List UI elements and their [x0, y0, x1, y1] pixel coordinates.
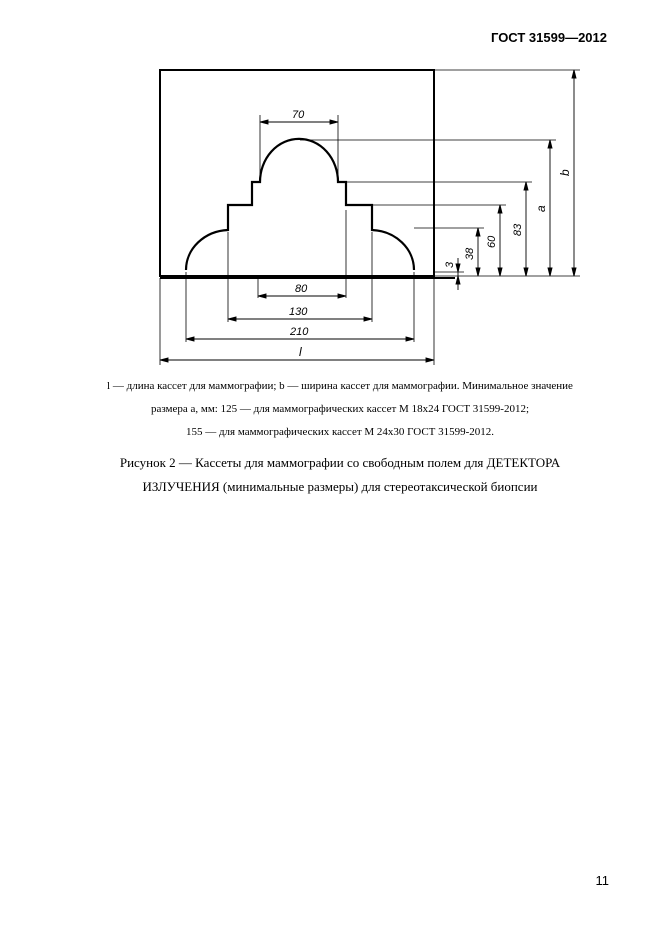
- dim-label-210: 210: [290, 326, 309, 338]
- dim-label-a: a: [534, 205, 548, 212]
- dim-label-38: 38: [464, 247, 476, 260]
- figure-title-line: Рисунок 2 — Кассеты для маммографии со свободным полем для ДЕТЕКТОРА: [119, 455, 561, 470]
- note-line: размера a, мм: 125 — для маммографических кассет М 18х24 ГОСТ 31599-2012;: [150, 403, 530, 415]
- dim-label-60: 60: [486, 235, 498, 248]
- dim-label-b: b: [558, 169, 572, 176]
- free-field-profile: [186, 139, 414, 270]
- figure-title: [60, 451, 620, 499]
- page-number: 11: [595, 873, 609, 888]
- note-line: 155 — для маммографических кассет М 24х30 ГОСТ 31599-2012.: [185, 426, 495, 438]
- note-line: l — длина кассет для маммографии; b — ширина кассет для маммографии. Минимальное значение: [107, 380, 573, 392]
- dim-label-70: 70: [292, 109, 305, 121]
- dim-label-80: 80: [295, 283, 308, 295]
- document-standard-header: ГОСТ 31599—2012: [491, 30, 607, 45]
- dim-label-l: l: [299, 345, 302, 359]
- dim-label-130: 130: [289, 306, 308, 318]
- dim-label-83: 83: [512, 223, 524, 236]
- cassette-outline: [160, 70, 434, 276]
- figure-note: [60, 375, 620, 444]
- cassette-drawing: [0, 0, 661, 380]
- figure-title-line: ИЗЛУЧЕНИЯ (минимальные размеры) для стереотаксической биопсии: [142, 479, 538, 494]
- dim-label-3: 3: [444, 261, 456, 268]
